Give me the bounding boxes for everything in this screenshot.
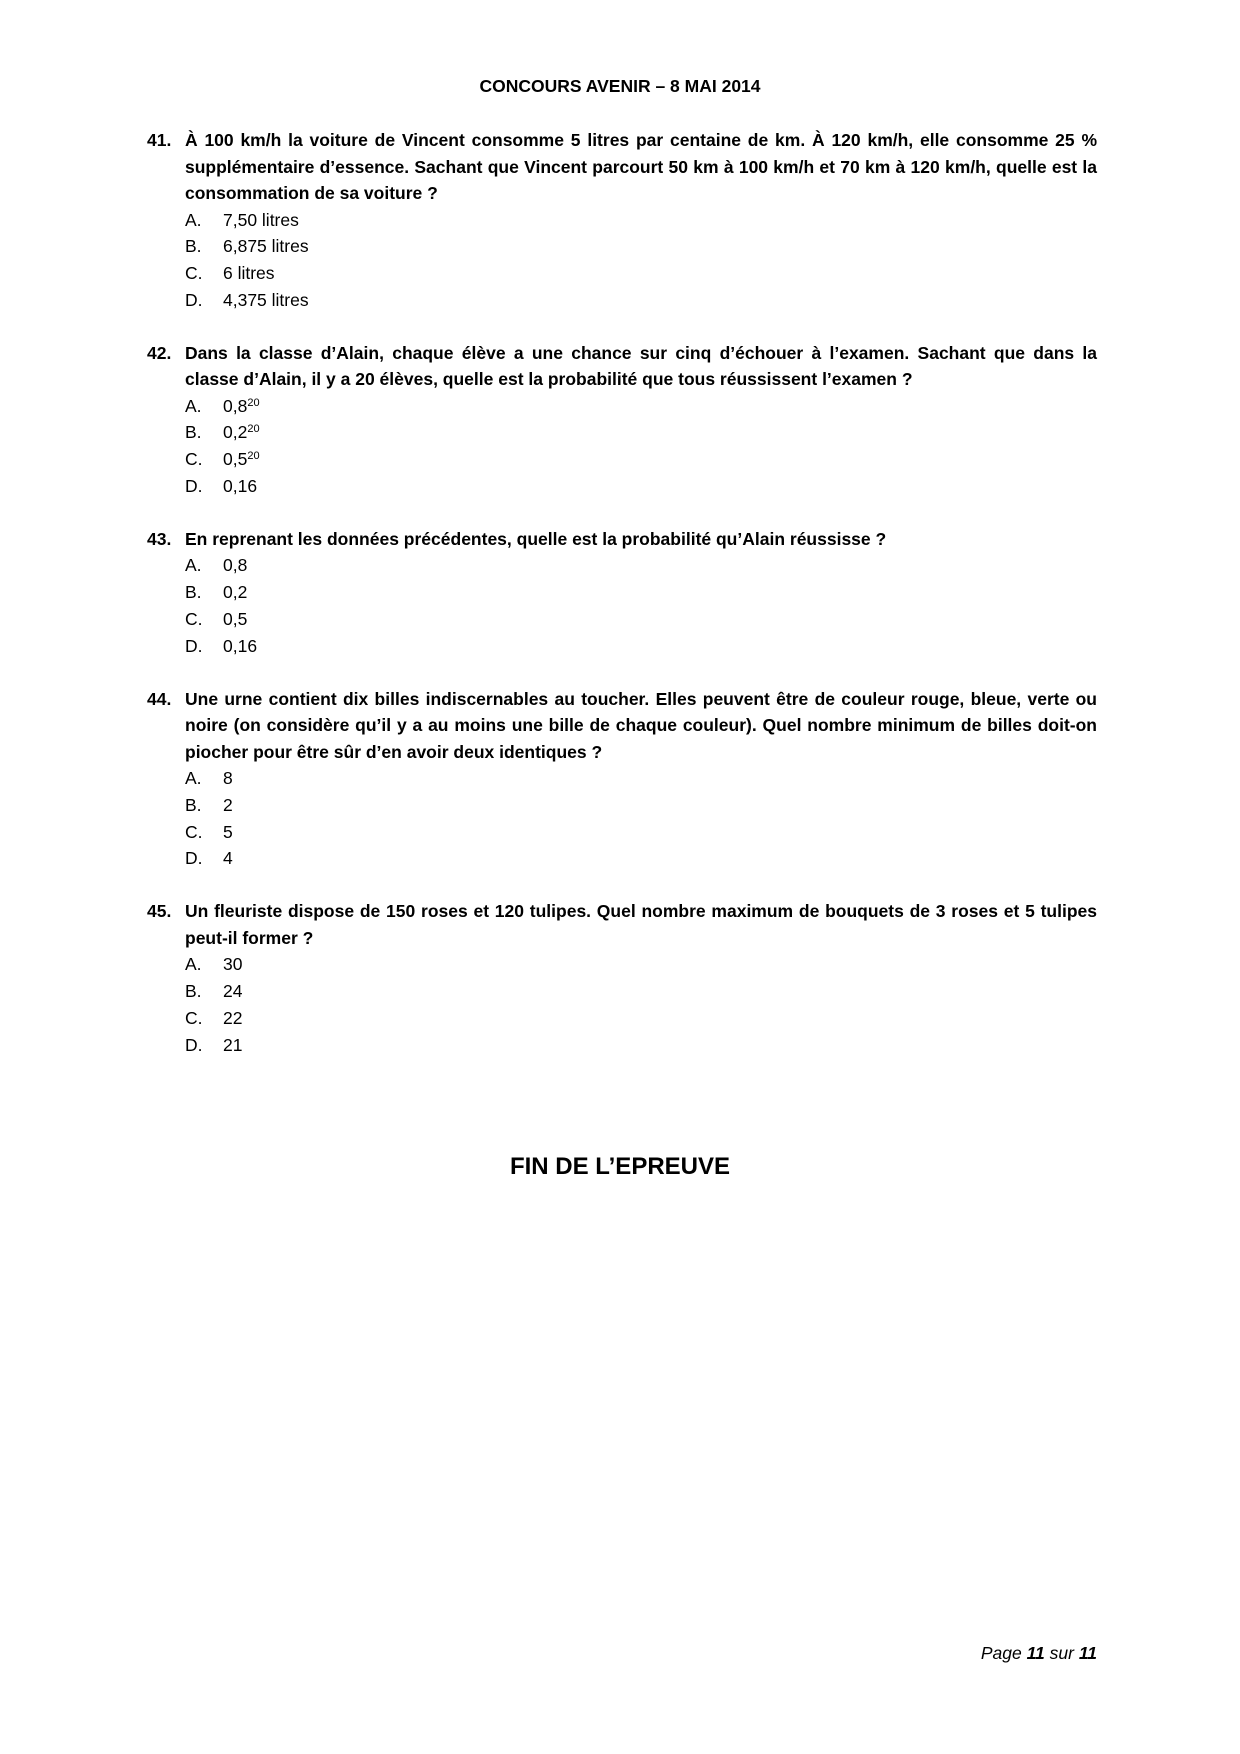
question-number: 42. — [147, 342, 172, 363]
choice-text: 22 — [223, 1007, 243, 1028]
choice-letter: B. — [185, 794, 202, 815]
page-total: 11 — [1078, 1643, 1097, 1663]
question-42 — [147, 340, 1097, 500]
choice-letter: C. — [185, 1007, 203, 1028]
choice-text: 6,875 litres — [223, 236, 309, 257]
page-current: 11 — [1026, 1643, 1045, 1663]
question-stem — [147, 127, 1097, 207]
choice-list — [147, 207, 1097, 314]
page-number — [981, 1642, 1097, 1664]
choice-list — [147, 393, 1097, 500]
choice-text: 0,2 — [223, 582, 248, 603]
choice-letter: D. — [185, 476, 203, 497]
choice-d — [185, 287, 1097, 314]
choice-exponent: 20 — [247, 423, 260, 436]
choice-exponent: 20 — [247, 396, 260, 409]
choice-text: 5 — [223, 821, 233, 842]
question-number: 45. — [147, 901, 172, 922]
choice-text: 0,5 — [223, 608, 248, 629]
question-text: À 100 km/h la voiture de Vincent consomme 5 litres par centaine de km. À 120 km/h, elle consomme 25 % supplémentaire d’essence. Sachant que Vincent parcourt 50 km à 100 km/h et 70 km à 120 km/h, quelle est la consommation de sa voiture ? — [185, 130, 1097, 203]
choice-text: 30 — [223, 954, 243, 975]
choice-d — [185, 845, 1097, 872]
question-text: Un fleuriste dispose de 150 roses et 120 tulipes. Quel nombre maximum de bouquets de 3 roses et 5 tulipes peut-il former ? — [185, 901, 1097, 948]
choice-list — [147, 552, 1097, 659]
choice-letter: D. — [185, 289, 203, 310]
question-stem — [147, 526, 1097, 553]
choice-a — [185, 207, 1097, 234]
choice-d — [185, 633, 1097, 660]
choice-letter: B. — [185, 582, 202, 603]
choice-letter: B. — [185, 981, 202, 1002]
choice-d — [185, 473, 1097, 500]
question-44 — [147, 686, 1097, 873]
choice-letter: C. — [185, 821, 203, 842]
choice-letter: D. — [185, 848, 203, 869]
choice-c — [185, 446, 1097, 473]
choice-a — [185, 552, 1097, 579]
choice-text: 2 — [223, 794, 233, 815]
choice-d — [185, 1032, 1097, 1059]
choice-letter: C. — [185, 263, 203, 284]
question-stem — [147, 898, 1097, 951]
question-number: 41. — [147, 130, 172, 150]
choice-c — [185, 819, 1097, 846]
question-text: Dans la classe d’Alain, chaque élève a une chance sur cinq d’échouer à l’examen. Sachant que dans la classe d’Alain, il y a 20 élèves, quelle est la probabilité que tous réussissent l’examen ? — [185, 342, 1097, 390]
choice-text: 6 litres — [223, 263, 275, 284]
choice-text: 0,8 — [223, 395, 248, 416]
page-separator: sur — [1049, 1643, 1074, 1663]
choice-text: 24 — [223, 981, 243, 1002]
choice-letter: D. — [185, 635, 203, 656]
question-stem — [147, 686, 1097, 766]
question-text: Une urne contient dix billes indiscernables au toucher. Elles peuvent être de couleur rouge, bleue, verte ou noire (on considère qu’il y a au moins une bille de chaque couleur). Quel nombre minimum de billes doit-on piocher pour être sûr d’en avoir deux identiques ? — [185, 688, 1097, 762]
question-43 — [147, 526, 1097, 660]
end-of-exam-title: FIN DE L’EPREUVE — [509, 1153, 731, 1180]
choice-letter: B. — [185, 422, 202, 443]
choice-letter: D. — [185, 1034, 203, 1055]
choice-list — [147, 765, 1097, 872]
choice-text: 7,50 litres — [223, 209, 299, 230]
choice-letter: A. — [185, 555, 202, 576]
choice-text: 0,5 — [223, 449, 248, 470]
choice-c — [185, 1005, 1097, 1032]
choice-text: 0,2 — [223, 422, 248, 443]
question-number: 44. — [147, 688, 172, 709]
choice-text: 4 — [223, 848, 233, 869]
choice-letter: A. — [185, 209, 202, 230]
choice-b — [185, 978, 1097, 1005]
choice-a — [185, 765, 1097, 792]
question-list — [147, 127, 1097, 1084]
choice-c — [185, 606, 1097, 633]
choice-letter: B. — [185, 236, 202, 257]
choice-letter: A. — [185, 395, 202, 416]
question-stem — [147, 340, 1097, 393]
choice-text: 0,8 — [223, 555, 248, 576]
choice-letter: A. — [185, 954, 202, 975]
choice-text: 0,16 — [223, 476, 258, 497]
document-header: CONCOURS AVENIR – 8 MAI 2014 — [479, 76, 761, 96]
choice-exponent: 20 — [247, 450, 260, 463]
choice-letter: A. — [185, 768, 202, 789]
question-text: En reprenant les données précédentes, quelle est la probabilité qu’Alain réussisse ? — [185, 528, 887, 549]
choice-b — [185, 792, 1097, 819]
choice-letter: C. — [185, 608, 203, 629]
choice-text: 0,16 — [223, 635, 258, 656]
question-number: 43. — [147, 528, 172, 549]
choice-text: 8 — [223, 768, 233, 789]
choice-letter: C. — [185, 449, 203, 470]
choice-a — [185, 393, 1097, 420]
choice-list — [147, 951, 1097, 1058]
choice-a — [185, 951, 1097, 978]
choice-b — [185, 419, 1097, 446]
choice-b — [185, 233, 1097, 260]
question-41 — [147, 127, 1097, 314]
choice-c — [185, 260, 1097, 287]
page-prefix: Page — [980, 1643, 1022, 1663]
question-45 — [147, 898, 1097, 1058]
choice-text: 4,375 litres — [223, 289, 309, 310]
choice-text: 21 — [223, 1034, 243, 1055]
choice-b — [185, 579, 1097, 606]
